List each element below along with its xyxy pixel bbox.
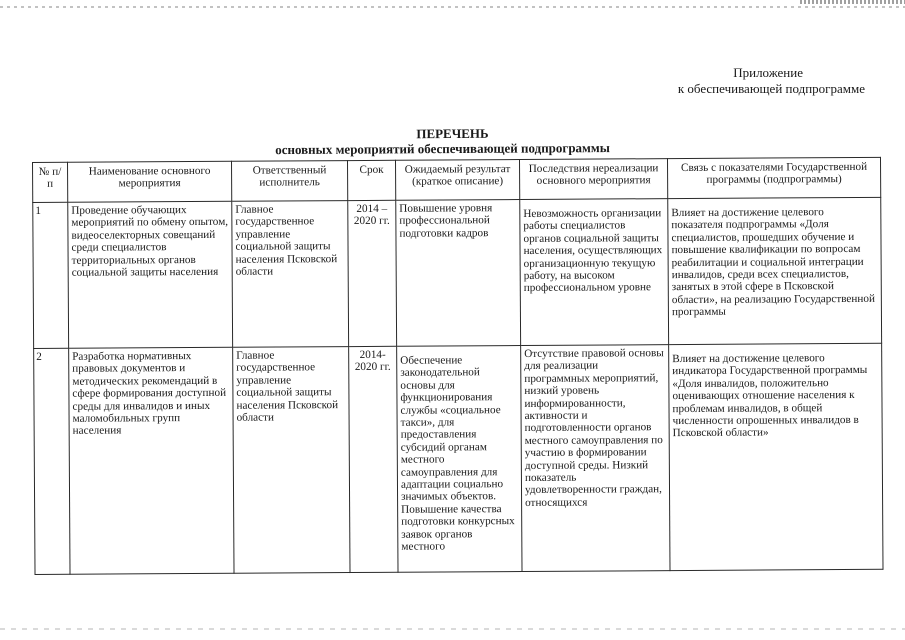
- cell-num: 1: [33, 202, 69, 348]
- table-row: [33, 197, 882, 348]
- title-line1: ПЕРЕЧЕНЬ: [416, 125, 489, 142]
- cell-result: Повышение уровня профессиональной подготовки кадров: [396, 200, 521, 347]
- header-term: Срок: [347, 160, 395, 200]
- document-title: [0, 123, 905, 159]
- cell-num: 2: [34, 348, 70, 574]
- cell-consequences: Отсутствие правовой основы для реализации программных мероприятий, низкий уровень информированности, активности и подготовленности органов местного самоуправления по участию в формировании доступной среды. Низкий показатель удовлетворенности граждан, относящихся: [521, 345, 670, 572]
- cell-term: 2014 – 2020 гг.: [348, 200, 397, 346]
- header-consequences: Последствия нереализации основного мероприятия: [519, 159, 667, 200]
- header-name: Наименование основного мероприятия: [68, 161, 232, 202]
- cell-consequences: Невозможность организации работы специалистов органов социальной защиты населения, осуществляющих организационную текущую работу, на высоком профессиональном уровне: [520, 199, 669, 346]
- cell-name: Проведение обучающих мероприятий по обмену опытом, видеоселекторных совещаний среди специалистов территориальных органов социальной защиты населения: [68, 201, 233, 348]
- scan-edge-top-right: [800, 0, 905, 4]
- header-num: № п/п: [33, 162, 68, 202]
- appendix-line1: Приложение: [733, 65, 803, 80]
- cell-link: Влияет на достижение целевого индикатора Государственной программы «Доля инвалидов, положительно оценивающих отношение населения к проблемам инвалидов, в общей численности опрошенных инвалидов в Псковской области»: [669, 343, 883, 570]
- measures-table-wrap: [32, 157, 884, 575]
- header-link: Связь с показателями Государственной программы (подпрограммы): [667, 157, 880, 198]
- header-executor: Ответственный исполнитель: [231, 161, 347, 202]
- appendix-note: [678, 65, 865, 97]
- cell-link: Влияет на достижение целевого показателя подпрограммы «Доля специалистов, прошедших обучение и повышение квалификации по вопросам реабилитации и социальной интеграции инвалидов, среди всех специалистов, занятых в этой сфере в Псковской области», на реализацию Государственной программы: [668, 197, 882, 344]
- cell-executor: Главное государственное управление социальной защиты населения Псковской области: [232, 201, 349, 348]
- scan-edge-bottom: [0, 628, 905, 630]
- cell-name: Разработка нормативных правовых документов и методических рекомендаций в сфере формирования доступной среды для инвалидов и иных маломобильных групп населения: [69, 347, 234, 574]
- header-result: Ожидаемый результат (краткое описание): [395, 160, 519, 201]
- table-header-row: [33, 157, 881, 202]
- table-row: [34, 343, 883, 574]
- appendix-line2: к обеспечивающей подпрограмме: [677, 81, 865, 96]
- scan-edge-top: [0, 6, 905, 8]
- title-line2: основных мероприятий обеспечивающей подпрограммы: [275, 140, 610, 158]
- cell-term: 2014- 2020 гг.: [349, 346, 398, 572]
- measures-table: [32, 157, 884, 575]
- cell-executor: Главное государственное управление социальной защиты населения Псковской области: [233, 347, 350, 574]
- cell-result: Обеспечение законодательной основы для функционирования службы «социальное такси», для предоставления субсидий органам местного самоуправления для адаптации социально значимых объектов. Повышение качества подготовки конкурсных заявок органов местного: [397, 346, 522, 573]
